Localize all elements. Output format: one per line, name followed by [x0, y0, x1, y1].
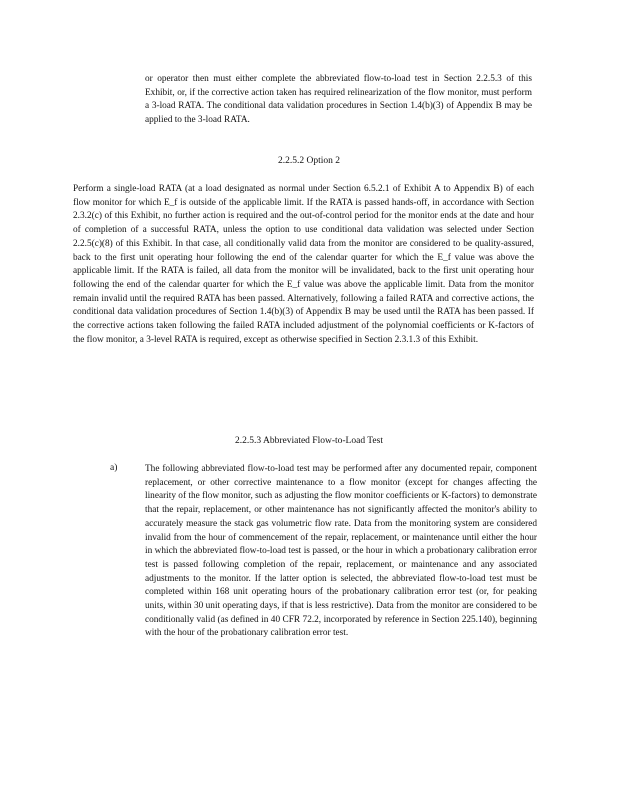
- list-item-text: The following abbreviated flow-to-load test may be performed after any documented repair, component replacement, or other corrective maintenance to a flow monitor (except for changes affecting the linearity of the flow monitor, such as adjusting the flow monitor coefficients or K-factors) to demonstrate that the repair, replacement, or other maintenance has not significantly affected the monitor's ability to accurately measure the stack gas volumetric flow rate. Data from the monitoring system are considered invalid from the hour of commencement of the repair, replacement, or maintenance until either the hour in which the abbreviated flow-to-load test is passed, or the hour in which a probationary calibration error test is passed following completion of the repair, replacement, or maintenance and any associated adjustments to the monitor. If the latter option is selected, the abbreviated flow-to-load test must be completed within 168 unit operating hours of the probationary calibration error test (or, for peaking units, within 30 unit operating days, if that is less restrictive). Data from the monitor are considered to be conditionally valid (as defined in 40 CFR 72.2, incorporated by reference in Section 225.140), beginning with the hour of the probationary calibration error test.: [145, 464, 537, 639]
- intro-paragraph: or operator then must either complete the abbreviated flow-to-load test in Section 2.2.5.3 of this Exhibit, or, if the corrective action taken has required relinearization of the flow monitor, must perform a 3-load RATA. The conditional data validation procedures in Section 1.4(b)(3) of Appendix B may be applied to the 3-load RATA.: [145, 74, 532, 126]
- section-2253-heading: 2.2.5.3 Abbreviated Flow-to-Load Test: [235, 436, 383, 446]
- section-2252-heading: 2.2.5.2 Option 2: [277, 156, 340, 166]
- list-item-label: a): [110, 463, 118, 473]
- section-2252-body: Perform a single-load RATA (at a load designated as normal under Section 6.5.2.1 of Exhibit A to Appendix B) of each flow monitor for which E_f is outside of the applicable limit. If the RATA is passed hands-off, in accordance with Section 2.3.2(c) of this Exhibit, no further action is required and the out-of-control period for the monitor ends at the date and hour of completion of a successful RATA, unless the option to use conditional data validation was selected under Section 2.2.5(c)(8) of this Exhibit. In that case, all conditionally valid data from the monitor are considered to be quality-assured, back to the first unit operating hour following the end of the calendar quarter for which the E_f value was above the applicable limit. If the RATA is failed, all data from the monitor will be invalidated, back to the first unit operating hour following the end of the calendar quarter for which the E_f value was above the applicable limit. Data from the monitor remain invalid until the required RATA has been passed. Alternatively, following a failed RATA and corrective actions, the conditional data validation procedures of Section 1.4(b)(3) of Appendix B may be used until the RATA has been passed. If the corrective actions taken following the failed RATA included adjustment of the polynomial coefficients or K-factors of the flow monitor, a 3-level RATA is required, except as otherwise specified in Section 2.3.1.3 of this Exhibit.: [73, 184, 534, 345]
